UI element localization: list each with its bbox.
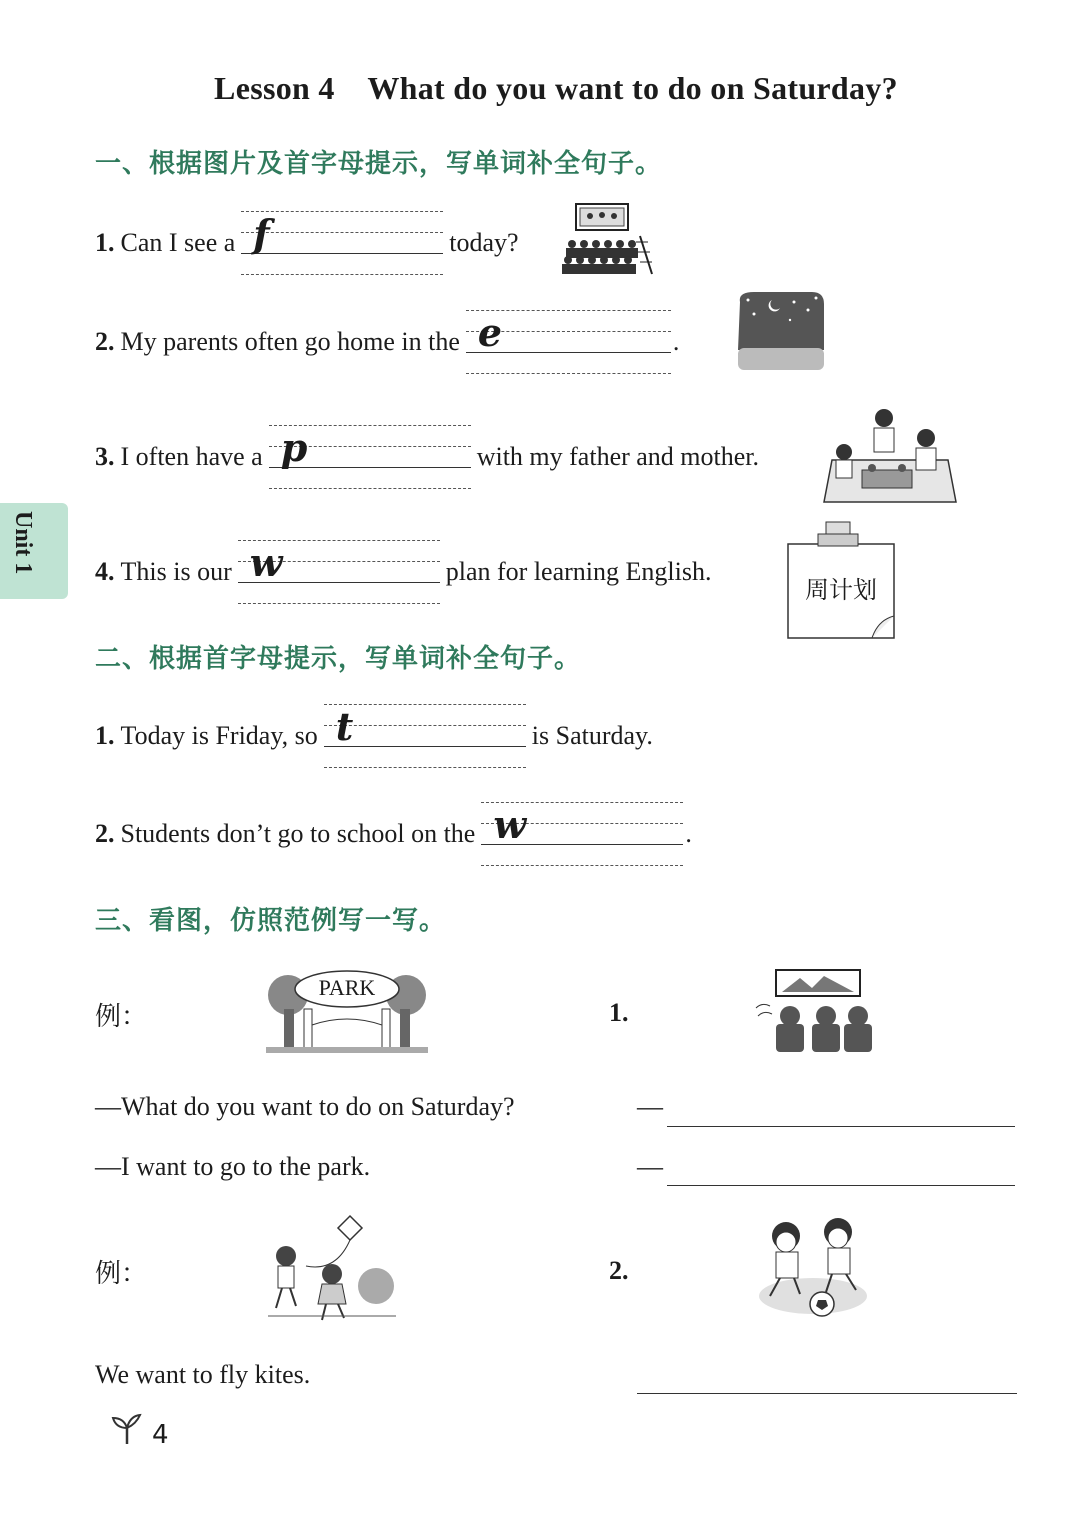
item-text-after: with my father and mother. (476, 442, 760, 471)
item-text-before: Today is Friday, so (120, 721, 318, 750)
cinema-audience-icon (752, 968, 878, 1054)
item-text-before: This is our (120, 557, 232, 586)
item-number: 2. (95, 327, 115, 356)
item-text-after: plan for learning English. (445, 557, 712, 586)
unit-tab-label: Unit 1 (10, 511, 36, 575)
item-number: 1. (95, 228, 115, 257)
answer-line-2[interactable] (667, 1185, 1015, 1186)
item-text-after: . (672, 327, 680, 356)
item-text-after: today? (449, 228, 519, 257)
item-number: 1. (95, 721, 115, 750)
example-sentence-2: We want to fly kites. (95, 1360, 311, 1389)
item-text-before: Students don’t go to school on the (120, 819, 476, 848)
part2-item-1 (95, 704, 653, 768)
answer-line-1[interactable] (667, 1126, 1015, 1127)
hint-letter: w (493, 802, 527, 847)
part3-item-1-number: 1. (609, 998, 629, 1027)
hint-letter: p (280, 425, 308, 470)
answer-line-3[interactable] (637, 1393, 1017, 1394)
item-text-before: Can I see a (120, 228, 236, 257)
answer-dash-2: — (637, 1152, 663, 1181)
hint-letter: t (335, 704, 354, 749)
item-text-after: . (685, 819, 692, 848)
item-text-after: is Saturday. (531, 721, 653, 750)
page-number: 4 (152, 1420, 169, 1450)
park-sign-text: PARK (318, 975, 376, 1000)
answer-dash-1: — (637, 1092, 663, 1121)
part1-heading: 一、根据图片及首字母提示，写单词补全句子。 (95, 149, 663, 179)
part1-item-2 (95, 310, 679, 374)
example-answer: —I want to go to the park. (95, 1152, 371, 1181)
answer-blank[interactable] (324, 704, 526, 768)
item-text-before: I often have a (120, 442, 263, 471)
page-title: Lesson 4 What do you want to do on Saturday? (214, 70, 898, 106)
sprout-icon (110, 1412, 144, 1446)
part1-item-3 (95, 425, 759, 489)
evening-sky-icon (734, 290, 826, 374)
hint-letter: w (249, 540, 283, 585)
playing-football-icon (756, 1216, 870, 1318)
item-text-before: My parents often go home in the (120, 327, 460, 356)
cinema-icon (560, 202, 655, 277)
answer-blank[interactable] (269, 425, 471, 489)
plan-note-text: 周计划 (805, 576, 877, 604)
item-number: 2. (95, 819, 115, 848)
example-label-1: 例： (95, 1002, 148, 1032)
weekly-plan-note (786, 520, 896, 640)
part1-item-4 (95, 540, 711, 604)
answer-blank[interactable] (481, 802, 683, 866)
item-number: 4. (95, 557, 115, 586)
item-number: 3. (95, 442, 115, 471)
answer-blank[interactable] (238, 540, 440, 604)
part3-heading: 三、看图，仿照范例写一写。 (95, 906, 447, 936)
park-picture (266, 965, 428, 1055)
hint-letter: e (477, 310, 503, 355)
unit-tab (0, 503, 68, 599)
part2-item-2 (95, 802, 692, 866)
part1-item-1 (95, 211, 519, 275)
part2-heading: 二、根据首字母提示，写单词补全句子。 (95, 644, 582, 674)
picnic-icon (822, 408, 958, 504)
example-label-2: 例： (95, 1259, 148, 1289)
example-question: —What do you want to do on Saturday? (95, 1092, 515, 1121)
kite-flying-icon (266, 1212, 398, 1324)
answer-blank[interactable] (466, 310, 671, 374)
answer-blank[interactable] (241, 211, 443, 275)
hint-letter: f (253, 211, 270, 256)
part3-item-2-number: 2. (609, 1256, 629, 1285)
